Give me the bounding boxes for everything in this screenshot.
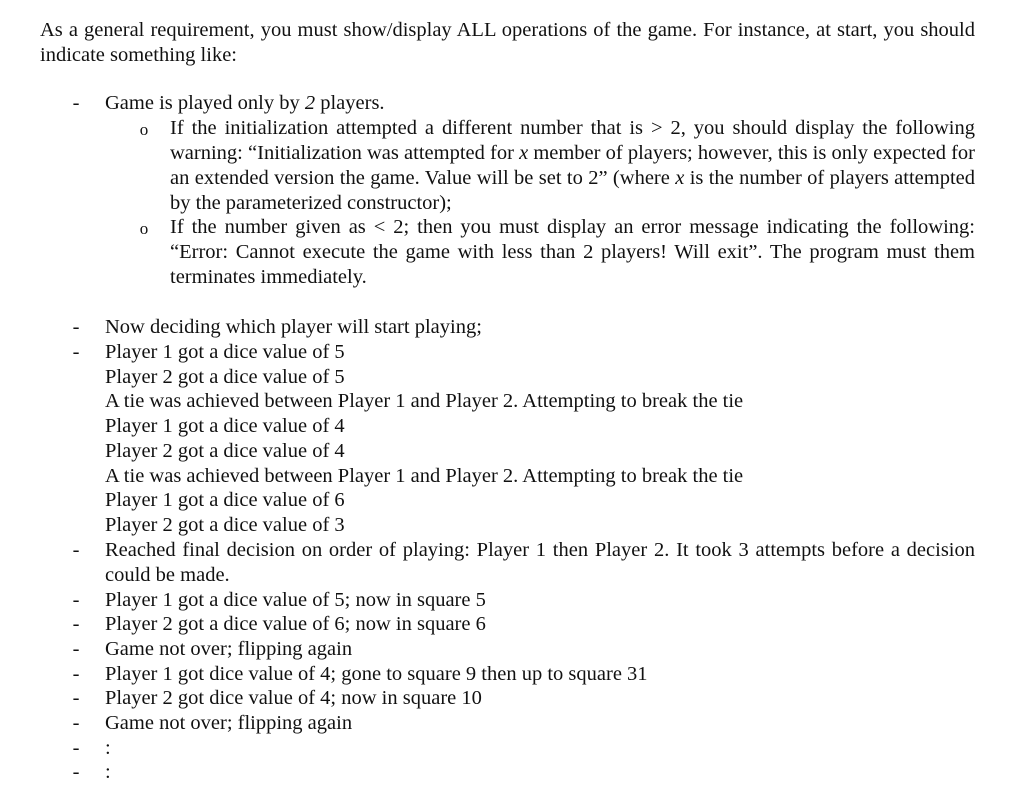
log-line: Player 2 got dice value of 4; now in square 10 (105, 687, 482, 709)
warning-text-part3: is the number of players attempted by the parameterized constructor); (170, 167, 975, 214)
players-rule-prefix: Game is played only by (105, 92, 305, 114)
list-dash: - (72, 712, 80, 734)
log-line: Player 1 got a dice value of 6 (105, 489, 345, 511)
list-dash: - (72, 687, 80, 709)
log-line: Reached final decision on order of playing: Player 1 then Player 2. It took 3 attempts before a decision could be made. (105, 539, 975, 586)
warning-paragraph (170, 116, 975, 216)
log-line: Game not over; flipping again (105, 712, 353, 734)
log-line: A tie was achieved between Player 1 and Player 2. Attempting to break the tie (105, 465, 744, 487)
warning-text-part2: member of players; however, this is only expected for an extended version the game. Value will be set to 2” (where (170, 142, 975, 189)
intro-paragraph: As a general requirement, you must show/display ALL operations of the game. For instance, at start, you should indicate something like: (40, 19, 975, 66)
log-line: A tie was achieved between Player 1 and Player 2. Attempting to break the tie (105, 390, 744, 412)
list-dash: - (72, 92, 80, 114)
players-rule-number: 2 (304, 92, 316, 114)
log-line: Player 1 got dice value of 4; gone to square 9 then up to square 31 (105, 663, 648, 685)
sub-bullet: o (139, 120, 149, 139)
list-dash: - (72, 316, 80, 338)
players-rule (105, 91, 975, 116)
players-rule-suffix: players. (315, 92, 385, 114)
log-line: Player 2 got a dice value of 6; now in square 6 (105, 613, 486, 635)
error-paragraph: If the number given as < 2; then you must display an error message indicating the following: “Error: Cannot execute the game with less than 2 players! Will exit”. The program must them terminates immediately. (170, 216, 975, 288)
list-dash: - (72, 589, 80, 611)
warning-variable: x (519, 142, 529, 164)
list-dash: - (72, 761, 80, 783)
log-line: Player 2 got a dice value of 5 (105, 366, 345, 388)
list-dash: - (72, 613, 80, 635)
log-ellipsis: : (105, 761, 111, 783)
log-ellipsis: : (105, 737, 111, 759)
log-line: Player 2 got a dice value of 4 (105, 440, 345, 462)
log-line: Player 1 got a dice value of 5 (105, 341, 345, 363)
log-line: Now deciding which player will start playing; (105, 316, 482, 338)
list-dash: - (72, 539, 80, 561)
list-dash: - (72, 341, 80, 363)
sub-bullet: o (139, 219, 149, 238)
log-line: Player 1 got a dice value of 4 (105, 415, 345, 437)
warning-variable-2: x (675, 167, 685, 189)
warning-text-part1: If the initialization attempted a different number that is > 2, you should display the following warning: “Initialization was attempted for (170, 117, 975, 164)
list-dash: - (72, 638, 80, 660)
list-dash: - (72, 737, 80, 759)
log-line: Player 1 got a dice value of 5; now in square 5 (105, 589, 486, 611)
log-line: Player 2 got a dice value of 3 (105, 514, 345, 536)
list-dash: - (72, 663, 80, 685)
log-line: Game not over; flipping again (105, 638, 353, 660)
